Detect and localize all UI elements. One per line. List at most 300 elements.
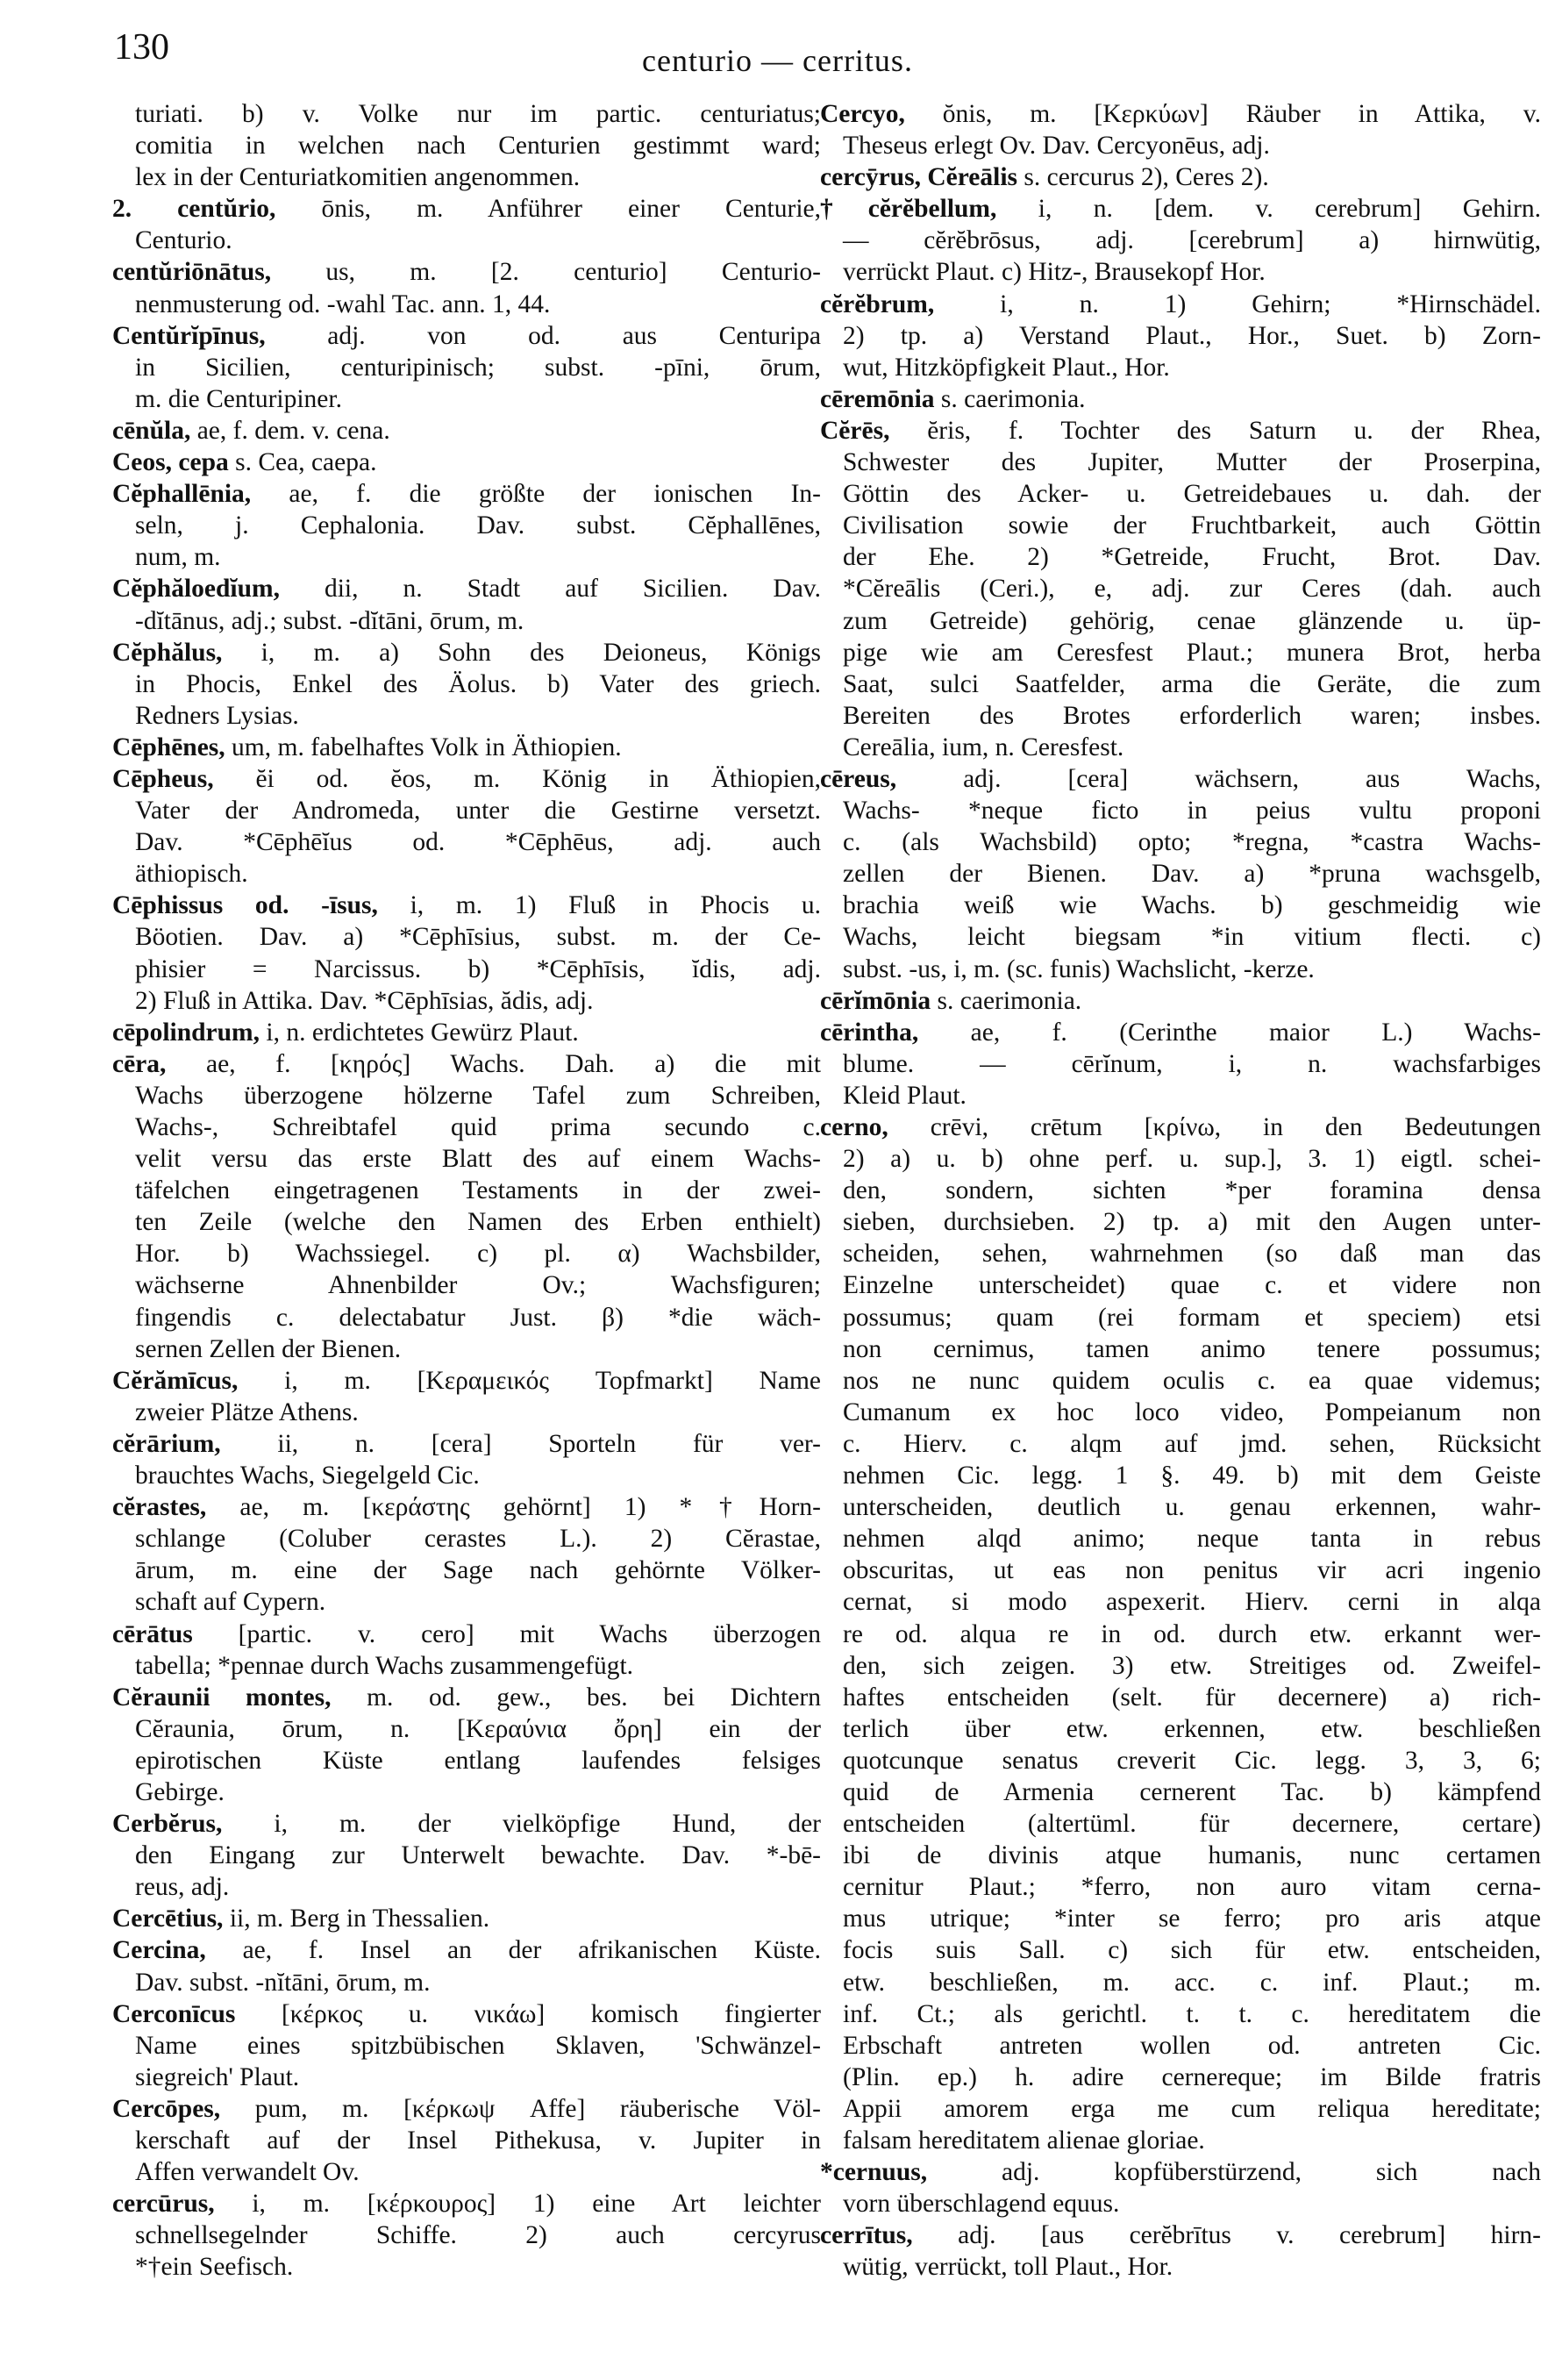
entry-text: ae, f. (Cerinthe maior L.) Wachs-	[918, 1018, 1541, 1047]
headword: cēreus,	[820, 764, 897, 793]
entry-line	[112, 1586, 821, 1618]
entry-text: *Cĕreālis (Ceri.), e, adj. zur Ceres (dah. auch	[843, 575, 1541, 604]
entry-text: Appii amorem erga me cum reliqua hereditate;	[843, 2094, 1541, 2123]
entry-line	[820, 700, 1541, 732]
dictionary-entry	[112, 2188, 821, 2283]
dictionary-entry	[112, 1428, 821, 1491]
entry-text: 2) tp. a) Verstand Plaut., Hor., Suet. b) Zorn-	[843, 321, 1541, 350]
entry-text: ōnis, m. Anführer einer Centurie,	[275, 195, 821, 224]
entry-text: m. od. gew., bes. bei Dichtern	[331, 1683, 822, 1712]
entry-text: adj. kopfüberstürzend, sich nach	[927, 2158, 1541, 2187]
entry-text: Cĕraunia, ōrum, n. [Κεραύνια ὄρη] ein der	[135, 1714, 821, 1743]
entry-line	[112, 1143, 821, 1175]
entry-text: wütig, verrückt, toll Plaut., Hor.	[843, 2253, 1173, 2282]
entry-text: 2) Fluß in Attika. Dav. *Cēphīsias, ădis, adj.	[135, 986, 594, 1015]
entry-text: i, m. [κέρκουρος] 1) eine Art leichter	[214, 2190, 821, 2219]
dictionary-entry	[112, 1682, 821, 1808]
entry-line	[820, 1333, 1541, 1365]
entry-line	[112, 193, 821, 225]
headword: Cĕraunii montes,	[112, 1683, 332, 1712]
entry-line	[820, 541, 1541, 573]
entry-text: s. caerimonia.	[934, 384, 1086, 413]
entry-line	[112, 795, 821, 826]
headword: cērĭmōnia	[820, 986, 931, 1015]
dictionary-entry	[112, 1048, 821, 1365]
entry-text: ae, f. [κηρός] Wachs. Dah. a) die mit	[166, 1049, 821, 1078]
entry-line	[820, 1523, 1541, 1555]
entry-line	[820, 985, 1541, 1017]
dictionary-entry	[112, 1934, 821, 1998]
entry-text: fingendis c. delectabatur Just. β) *die wäch-	[135, 1303, 821, 1332]
headword: *cernuus,	[820, 2158, 928, 2187]
entry-line	[112, 2062, 821, 2093]
entry-line	[112, 1238, 821, 1269]
headword: 2. centŭrio,	[112, 195, 276, 224]
entry-line	[112, 637, 821, 668]
entry-text: ii, m. Berg in Thessalien.	[223, 1905, 490, 1933]
entry-line	[112, 2251, 821, 2283]
entry-text: Theseus erlegt Ov. Dav. Cercyonēus, adj.	[843, 132, 1270, 161]
entry-line	[820, 1619, 1541, 1650]
entry-line	[820, 1175, 1541, 1206]
entry-text: i, n. erdichtetes Gewürz Plaut.	[260, 1018, 579, 1047]
dictionary-entry	[820, 415, 1541, 763]
entry-text: Gebirge.	[135, 1777, 225, 1806]
headword: cēremōnia	[820, 384, 935, 413]
entry-line	[820, 1650, 1541, 1682]
entry-text: — cĕrĕbrōsus, adj. [cerebrum] a) hirnwütig,	[843, 226, 1541, 255]
entry-text: m. die Centuripiner.	[135, 384, 342, 413]
entry-text: seln, j. Cephalonia. Dav. subst. Cĕphallēnes,	[135, 511, 821, 540]
entry-text: Vater der Andromeda, unter die Gestirne versetzt.	[135, 797, 821, 825]
headword: Cēpheus,	[112, 764, 214, 793]
headword: cĕrārium,	[112, 1429, 221, 1458]
entry-line	[820, 1871, 1541, 1903]
headword: cĕrĕbrum,	[820, 289, 935, 318]
dictionary-entry	[112, 447, 821, 478]
entry-text: siegreich' Plaut.	[135, 2062, 300, 2091]
entry-text: ten Zeile (welche den Namen des Erben enthielt)	[135, 1208, 821, 1237]
entry-text: comitia in welchen nach Centurien gestimmt ward;	[135, 132, 821, 161]
entry-text: ae, f. dem. v. cena.	[190, 416, 390, 445]
entry-line	[820, 1998, 1541, 2030]
entry-text: ŏnis, m. [Κερκύων] Räuber in Attika, v.	[904, 100, 1541, 128]
entry-text: schaft auf Cypern.	[135, 1588, 326, 1617]
entry-line	[820, 2062, 1541, 2093]
entry-line	[820, 1586, 1541, 1618]
entry-line	[112, 1491, 821, 1523]
entry-line	[112, 2156, 821, 2188]
entry-text: quotcunque senatus creverit Cic. legg. 3, 3, 6;	[843, 1746, 1541, 1775]
entry-line	[820, 98, 1541, 130]
entry-line	[820, 921, 1541, 953]
entry-text: Civilisation sowie der Fruchtbarkeit, auch Göttin	[843, 511, 1541, 540]
entry-text: num, m.	[135, 543, 221, 572]
entry-line	[112, 1619, 821, 1650]
entry-line	[820, 1745, 1541, 1776]
dictionary-entry	[820, 763, 1541, 985]
entry-line	[112, 383, 821, 415]
column-left	[112, 98, 821, 2283]
dictionary-entry	[820, 2156, 1541, 2219]
entry-line	[820, 1365, 1541, 1397]
entry-line	[112, 98, 821, 130]
dictionary-entry	[820, 289, 1541, 383]
entry-line	[112, 1017, 821, 1048]
entry-text: adj. von od. aus Centuripa	[265, 321, 821, 350]
entry-text: brachia weiß wie Wachs. b) geschmeidig wie	[843, 891, 1541, 920]
entry-text: Cumanum ex hoc loco video, Pompeianum non	[843, 1397, 1541, 1426]
entry-text: Cereālia, ium, n. Ceresfest.	[843, 733, 1124, 761]
entry-line	[112, 668, 821, 700]
entry-text: zellen der Bienen. Dav. a) *pruna wachsgelb,	[843, 860, 1541, 889]
entry-text: s. cercurus 2), Ceres 2).	[1017, 163, 1269, 192]
headword: Cēphēnes,	[112, 733, 225, 761]
entry-line	[820, 1238, 1541, 1269]
entry-line	[112, 130, 821, 161]
dictionary-entry	[112, 415, 821, 447]
entry-line	[820, 1460, 1541, 1491]
column-right	[820, 98, 1541, 2283]
entry-line	[112, 700, 821, 732]
entry-line	[112, 2188, 821, 2219]
headword: Ceos, cepa	[112, 448, 229, 477]
entry-line	[112, 1967, 821, 1998]
entry-line	[820, 289, 1541, 320]
entry-line	[112, 605, 821, 637]
dictionary-entry	[820, 98, 1541, 161]
entry-text: i, m. [Κεραμεικός Topfmarkt] Name	[238, 1366, 821, 1395]
entry-text: ĕi od. ĕos, m. König in Äthiopien,	[213, 764, 821, 793]
entry-line	[820, 954, 1541, 985]
headword: Cĕrămīcus,	[112, 1366, 239, 1395]
entry-text: äthiopisch.	[135, 860, 248, 889]
entry-line	[820, 1840, 1541, 1871]
headword: cēnŭla,	[112, 416, 191, 445]
entry-line	[112, 1871, 821, 1903]
entry-text: Wachs-, Schreibtafel quid prima secundo c.	[135, 1113, 821, 1141]
dictionary-entry	[112, 98, 821, 193]
entry-line	[820, 2219, 1541, 2251]
entry-line	[112, 1111, 821, 1143]
entry-line	[112, 1397, 821, 1428]
dictionary-entry	[112, 2093, 821, 2188]
entry-line	[820, 478, 1541, 510]
entry-text: schnellsegelnder Schiffe. 2) auch cercyrus	[135, 2221, 821, 2250]
entry-line	[820, 447, 1541, 478]
headword: Centŭrĭpīnus,	[112, 321, 266, 350]
entry-line	[112, 763, 821, 795]
dictionary-entry	[112, 256, 821, 319]
entry-line	[820, 415, 1541, 447]
entry-line	[820, 161, 1541, 193]
entry-text: ibi de divinis atque humanis, nunc certamen	[843, 1841, 1541, 1870]
headword: Cerbĕrus,	[112, 1810, 223, 1839]
entry-line	[112, 1650, 821, 1682]
entry-text: ae, f. die größte der ionischen In-	[251, 480, 821, 509]
entry-line	[820, 1397, 1541, 1428]
entry-line	[112, 161, 821, 193]
dictionary-entry	[112, 478, 821, 573]
entry-text: Böotien. Dav. a) *Cēphīsius, subst. m. der Ce-	[135, 923, 821, 952]
entry-text: ae, m. [κεράστης gehörnt] 1) *†Horn-	[206, 1493, 821, 1522]
entry-text: nos ne nunc quidem oculis c. ea quae videmus;	[843, 1366, 1541, 1395]
entry-line	[112, 1080, 821, 1111]
dictionary-entry	[112, 890, 821, 1016]
entry-text: inf. Ct.; als gerichtl. t. t. c. hereditatem die	[843, 1999, 1541, 2028]
entry-text: schlange (Coluber cerastes L.). 2) Cĕrastae,	[135, 1525, 821, 1554]
entry-text: unterscheiden, deutlich u. genau erkennen, wahr-	[843, 1493, 1541, 1522]
entry-line	[820, 130, 1541, 161]
entry-text: s. caerimonia.	[931, 986, 1082, 1015]
entry-text: adj. [cera] wächsern, aus Wachs,	[896, 764, 1541, 793]
entry-line	[112, 1682, 821, 1713]
entry-line	[820, 1206, 1541, 1238]
entry-text: Kleid Plaut.	[843, 1081, 967, 1110]
entry-text: i, m. a) Sohn des Deioneus, Königs	[222, 638, 821, 667]
entry-text: brauchtes Wachs, Siegelgeld Cic.	[135, 1462, 480, 1490]
entry-line	[112, 1333, 821, 1365]
dictionary-entry	[820, 383, 1541, 415]
entry-text: den Eingang zur Unterwelt bewachte. Dav. *-bē-	[135, 1841, 821, 1870]
headword: Cĕphăloedĭum,	[112, 575, 280, 604]
entry-line	[820, 1143, 1541, 1175]
dictionary-entry	[820, 161, 1541, 193]
entry-line	[820, 320, 1541, 352]
entry-line	[112, 858, 821, 890]
entry-line	[820, 2030, 1541, 2062]
entry-text: entscheiden (altertüml. für decernere, certare)	[843, 1810, 1541, 1839]
entry-line	[820, 256, 1541, 288]
headword: Cercina,	[112, 1936, 206, 1965]
dictionary-entry	[112, 1365, 821, 1428]
headword: †cĕrĕbellum,	[820, 195, 997, 224]
entry-line	[820, 573, 1541, 604]
entry-text: possumus; quam (rei formam et speciem) etsi	[843, 1303, 1541, 1332]
entry-text: wut, Hitzköpfigkeit Plaut., Hor.	[843, 353, 1170, 382]
entry-line	[112, 573, 821, 604]
entry-text: Saat, sulci Saatfelder, arma die Geräte, die zum	[843, 669, 1541, 698]
entry-text: velit versu das erste Blatt des auf einem Wachs-	[135, 1145, 821, 1174]
dictionary-entry	[820, 985, 1541, 1017]
entry-text: nehmen Cic. legg. 1 §. 49. b) mit dem Geiste	[843, 1462, 1541, 1490]
entry-line	[112, 1460, 821, 1491]
entry-text: täfelchen eingetragenen Testaments in der zwei-	[135, 1176, 821, 1205]
entry-line	[112, 1713, 821, 1745]
entry-line	[820, 2125, 1541, 2156]
entry-line	[820, 795, 1541, 826]
entry-line	[112, 510, 821, 541]
entry-text: Hor. b) Wachssiegel. c) pl. α) Wachsbilder,	[135, 1240, 821, 1269]
entry-line	[112, 1365, 821, 1397]
entry-text: quid de Armenia cernerent Tac. b) kämpfend	[843, 1777, 1541, 1806]
dictionary-entry	[112, 573, 821, 636]
entry-text: zweier Plätze Athens.	[135, 1397, 359, 1426]
dictionary-entry	[112, 1903, 821, 1934]
entry-text: ii, n. [cera] Sporteln für ver-	[220, 1429, 821, 1458]
entry-text: i, m. 1) Fluß in Phocis u.	[377, 891, 822, 920]
entry-line	[112, 732, 821, 763]
entry-line	[820, 1776, 1541, 1808]
entry-text: subst. -us, i, m. (sc. funis) Wachslicht, -kerze.	[843, 954, 1315, 983]
entry-text: sernen Zellen der Bienen.	[135, 1334, 402, 1363]
entry-line	[112, 1934, 821, 1966]
entry-line	[112, 1523, 821, 1555]
entry-line	[820, 858, 1541, 890]
dictionary-entry	[820, 1017, 1541, 1111]
entry-line	[820, 510, 1541, 541]
entry-text: c. Hierv. c. alqm auf jmd. sehen, Rücksicht	[843, 1429, 1541, 1458]
entry-text: blume. — cērĭnum, i, n. wachsfarbiges	[843, 1049, 1541, 1078]
entry-line	[820, 1967, 1541, 1998]
headword: Cercētius,	[112, 1905, 224, 1933]
entry-text: non cernimus, tamen animo tenere possumus;	[843, 1334, 1541, 1363]
entry-line	[112, 1302, 821, 1333]
entry-text: Erbschaft antreten wollen od. antreten Cic.	[843, 2031, 1541, 2060]
entry-text: [partic. v. cero] mit Wachs überzogen	[192, 1619, 821, 1648]
entry-text: Göttin des Acker- u. Getreidebaues u. dah. der	[843, 480, 1541, 509]
entry-line	[820, 2188, 1541, 2219]
headword: Cēphissus od. -īsus,	[112, 891, 378, 920]
dictionary-entry	[112, 1998, 821, 2093]
entry-line	[820, 1903, 1541, 1934]
entry-text: terlich über etw. erkennen, etw. beschließen	[843, 1714, 1541, 1743]
entry-text: turiati. b) v. Volke nur im partic. centuriatus;	[135, 100, 821, 128]
entry-line	[112, 985, 821, 1017]
entry-text: ĕris, f. Tochter des Saturn u. der Rhea,	[889, 416, 1541, 445]
entry-text: in Phocis, Enkel des Äolus. b) Vater des griech.	[135, 669, 821, 698]
entry-text: dii, n. Stadt auf Sicilien. Dav.	[279, 575, 821, 604]
entry-line	[112, 954, 821, 985]
entry-text: adj. [aus cerĕbrītus v. cerebrum] hirn-	[912, 2221, 1541, 2250]
entry-line	[820, 1048, 1541, 1080]
entry-text: (Plin. ep.) h. adire cernereque; im Bilde fratris	[843, 2062, 1541, 2091]
entry-text: us, m. [2. centurio] Centurio-	[271, 258, 821, 287]
entry-text: Redners Lysias.	[135, 701, 299, 730]
entry-text: verrückt Plaut. c) Hitz-, Brausekopf Hor.	[843, 258, 1266, 287]
dictionary-entry	[112, 1017, 821, 1048]
entry-line	[820, 1934, 1541, 1966]
entry-line	[820, 352, 1541, 383]
entry-line	[820, 668, 1541, 700]
entry-text: Dav. subst. -nĭtāni, ōrum, m.	[135, 1968, 431, 1997]
headword: cĕrastes,	[112, 1493, 207, 1522]
entry-text: Einzelne unterscheidet) quae c. et videre non	[843, 1271, 1541, 1300]
headword: cērātus	[112, 1619, 193, 1648]
entry-line	[820, 605, 1541, 637]
entry-line	[112, 2125, 821, 2156]
headword: cēra,	[112, 1049, 167, 1078]
entry-text: *†ein Seefisch.	[135, 2253, 294, 2282]
entry-text: den, sondern, sichten *per foramina densa	[843, 1176, 1541, 1205]
entry-line	[112, 1555, 821, 1586]
entry-line	[112, 1776, 821, 1808]
entry-text: vorn überschlagend equus.	[843, 2190, 1120, 2219]
entry-line	[820, 193, 1541, 225]
entry-text: phisier = Narcissus. b) *Cēphīsis, ĭdis, adj.	[135, 954, 821, 983]
entry-text: i, n. [dem. v. cerebrum] Gehirn.	[996, 195, 1541, 224]
entry-text: wächserne Ahnenbilder Ov.; Wachsfiguren;	[135, 1271, 821, 1300]
entry-line	[112, 256, 821, 288]
entry-text: i, m. der vielköpfige Hund, der	[222, 1810, 821, 1839]
entry-text: crēvi, crētum [κρίνω, in den Bedeutungen	[888, 1113, 1541, 1141]
headword: centŭriōnātus,	[112, 258, 272, 287]
entry-line	[112, 1903, 821, 1934]
entry-line	[820, 1682, 1541, 1713]
entry-line	[112, 1175, 821, 1206]
entry-text: zum Getreide) gehörig, cenae glänzende u. üp-	[843, 606, 1541, 635]
dictionary-entry	[112, 193, 821, 256]
entry-line	[112, 447, 821, 478]
running-head: centurio — cerritus.	[642, 43, 913, 78]
dictionary-entry	[112, 1619, 821, 1682]
headword: cerno,	[820, 1113, 888, 1141]
entry-line	[820, 225, 1541, 256]
entry-line	[112, 1998, 821, 2030]
entry-text: cernitur Plaut.; *ferro, non auro vitam cerna-	[843, 1873, 1541, 1902]
entry-line	[820, 1111, 1541, 1143]
entry-line	[112, 890, 821, 921]
entry-text: s. Cea, caepa.	[228, 448, 377, 477]
entry-text: Bereiten des Brotes erforderlich waren; insbes.	[843, 701, 1541, 730]
entry-text: pige wie am Ceresfest Plaut.; munera Brot, herba	[843, 638, 1541, 667]
entry-line	[112, 2093, 821, 2125]
entry-text: Wachs, leicht biegsam *in vitium flecti. c)	[843, 923, 1541, 952]
entry-line	[820, 826, 1541, 858]
headword: cērintha,	[820, 1018, 919, 1047]
entry-line	[820, 1491, 1541, 1523]
entry-text: Dav. *Cēphēĭus od. *Cēphēus, adj. auch	[135, 828, 821, 857]
entry-line	[820, 1080, 1541, 1111]
entry-line	[112, 541, 821, 573]
entry-text: scheiden, sehen, wahrnehmen (so daß man das	[843, 1240, 1541, 1269]
entry-line	[112, 225, 821, 256]
entry-text: -dĭtānus, adj.; subst. -dĭtāni, ōrum, m.	[135, 606, 524, 635]
headword: Cĕrēs,	[820, 416, 890, 445]
entry-text: obscuritas, ut eas non penitus vir acri ingenio	[843, 1556, 1541, 1585]
entry-line	[112, 320, 821, 352]
entry-text: Affen verwandelt Ov.	[135, 2158, 360, 2187]
entry-text: pum, m. [κέρκωψ Affe] räuberische Völ-	[220, 2094, 821, 2123]
entry-line	[112, 1206, 821, 1238]
entry-line	[820, 637, 1541, 668]
entry-text: Name eines spitzbübischen Sklaven, 'Schwänzel-	[135, 2031, 821, 2060]
entry-text: epirotischen Küste entlang laufendes felsiges	[135, 1746, 821, 1775]
dictionary-entry	[112, 732, 821, 763]
entry-line	[112, 921, 821, 953]
entry-line	[112, 1840, 821, 1871]
entry-text: lex in der Centuriatkomitien angenommen.	[135, 163, 581, 192]
dictionary-entry	[112, 763, 821, 890]
entry-text: um, m. fabelhaftes Volk in Äthiopien.	[225, 733, 622, 761]
entry-line	[112, 1745, 821, 1776]
entry-line	[112, 352, 821, 383]
entry-text: in Sicilien, centuripinisch; subst. -pīni, ōrum,	[135, 353, 821, 382]
entry-line	[112, 1808, 821, 1840]
entry-text: c. (als Wachsbild) opto; *regna, *castra Wachs-	[843, 828, 1541, 857]
entry-line	[820, 1302, 1541, 1333]
headword: cercȳrus, Cĕreālis	[820, 163, 1017, 192]
headword: Cercōpes,	[112, 2094, 221, 2123]
page-number: 130	[114, 27, 169, 68]
headword: Cerconīcus	[112, 1999, 236, 2028]
entry-line	[112, 1269, 821, 1301]
dictionary-entry	[112, 637, 821, 732]
entry-line	[820, 890, 1541, 921]
entry-text: falsam hereditatem alienae gloriae.	[843, 2126, 1205, 2155]
entry-text: der Ehe. 2) *Getreide, Frucht, Brot. Dav.	[843, 543, 1541, 572]
entry-text: tabella; *pennae durch Wachs zusammengefügt.	[135, 1651, 634, 1680]
